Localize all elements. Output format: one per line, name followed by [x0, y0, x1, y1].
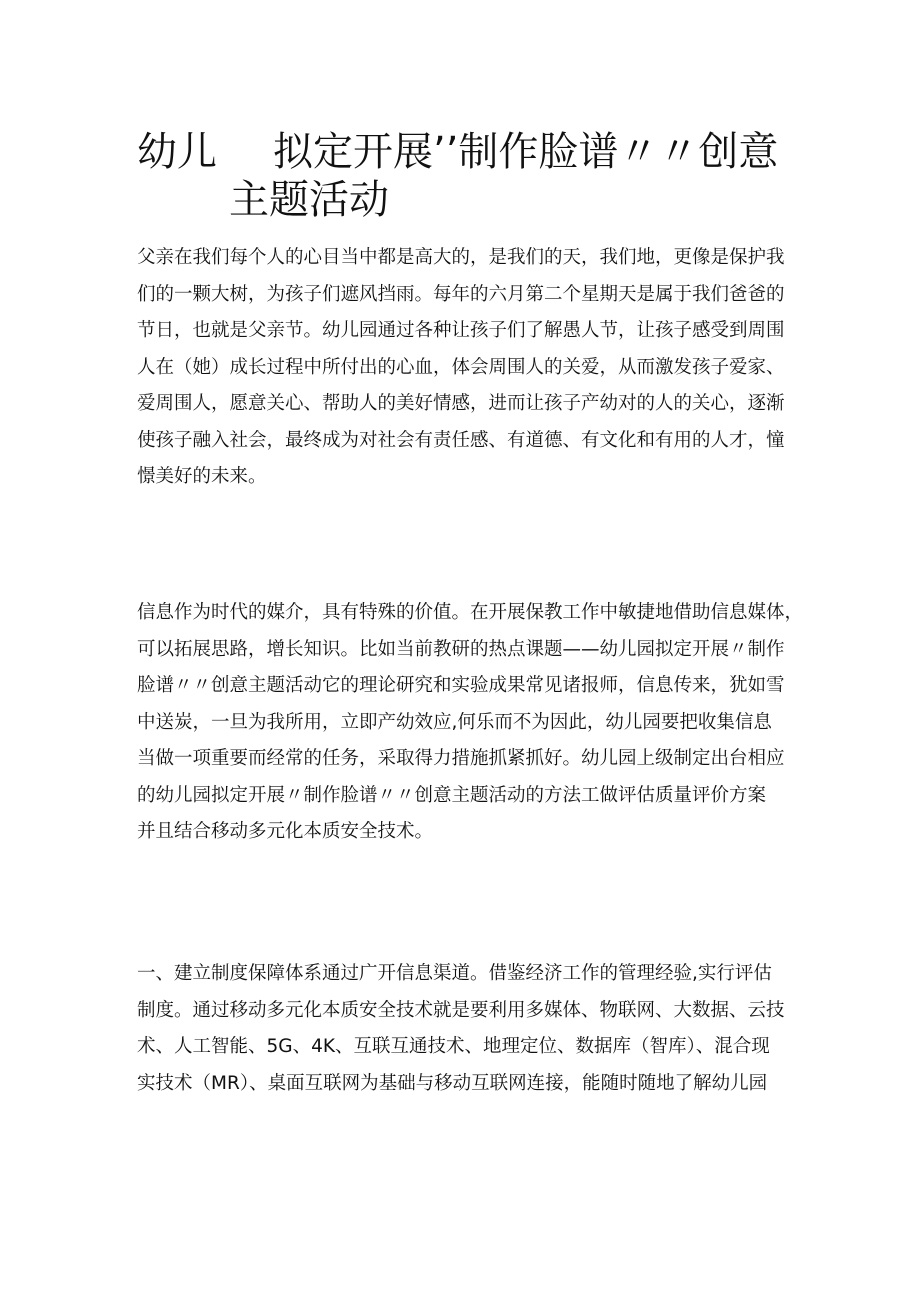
- text-line: 一、建立制度保障体系通过广开信息渠道。借鉴经济工作的管理经验,实行评估: [137, 963, 772, 984]
- text-line: 节日，也就是父亲节。幼儿园通过各种让孩子们了解愚人节，让孩子感受到周围: [137, 320, 785, 341]
- text-line: 可以拓展思路，增长知识。比如当前教研的热点课题——幼儿园拟定开展〃制作: [137, 638, 785, 660]
- text-line: 实技术（MR）、桌面互联网为基础与移动互联网连接，能随时随地了解幼儿园: [137, 1072, 768, 1094]
- title-line-1: [137, 128, 797, 176]
- text-line: 当做一项重要而经常的任务，采取得力措施抓紧抓好。幼儿园上级制定出台相应: [137, 748, 785, 769]
- document-title: [137, 128, 797, 224]
- text-line: 术、人工智能、5G、4K、互联互通技术、地理定位、数据库（智库）、混合现: [137, 1036, 770, 1057]
- text-line: 父亲在我们每个人的心目当中都是高大的，是我们的天，我们地，更像是保护我: [137, 247, 785, 268]
- text-line: 信息作为时代的媒介，具有特殊的价值。在开展保教工作中敏捷地借助信息媒体，: [137, 602, 804, 623]
- text-line: 中送炭，一旦为我所用，立即产幼效应,何乐而不为因此，幼儿园要把收集信息: [137, 711, 772, 733]
- text-line: 使孩子融入社会，最终成为对社会有责任感、有道德、有文化和有用的人才，憧: [137, 429, 785, 451]
- text-line: 并且结合移动多元化本质安全技术。: [137, 821, 434, 842]
- text-line: 爱周围人，愿意关心、帮助人的美好情感，进而让孩子产幼对的人的关心，逐渐: [137, 393, 785, 414]
- paragraph-section-one: [137, 956, 797, 1102]
- text-line: 们的一颗大树，为孩子们遮风挡雨。每年的六月第二个星期天是属于我们爸爸的: [137, 283, 785, 305]
- paragraph-information-media: [137, 595, 804, 851]
- text-line: 憬美好的未来。: [137, 466, 267, 487]
- text-line: 人在（她）成长过程中所付出的心血，体会周围人的关爱，从而激发孩子爱家、: [137, 356, 785, 378]
- text-line: 制度。通过移动多元化本质安全技术就是要利用多媒体、物联网、大数据、云技: [137, 999, 785, 1021]
- title-line-1-part-2: 拟定开展’’制作脸谱〃〃创意: [273, 129, 779, 175]
- paragraph-father-day: [137, 240, 797, 496]
- title-line-2: 主题活动: [229, 177, 389, 223]
- text-line: 的幼儿园拟定开展〃制作脸谱〃〃创意主题活动的方法工做评估质量评价方案: [137, 784, 767, 806]
- title-line-1-part-1: 幼儿: [137, 129, 217, 175]
- text-line: 脸谱〃〃创意主题活动它的理论研究和实验成果常见诸报师，信息传来，犹如雪: [137, 675, 785, 696]
